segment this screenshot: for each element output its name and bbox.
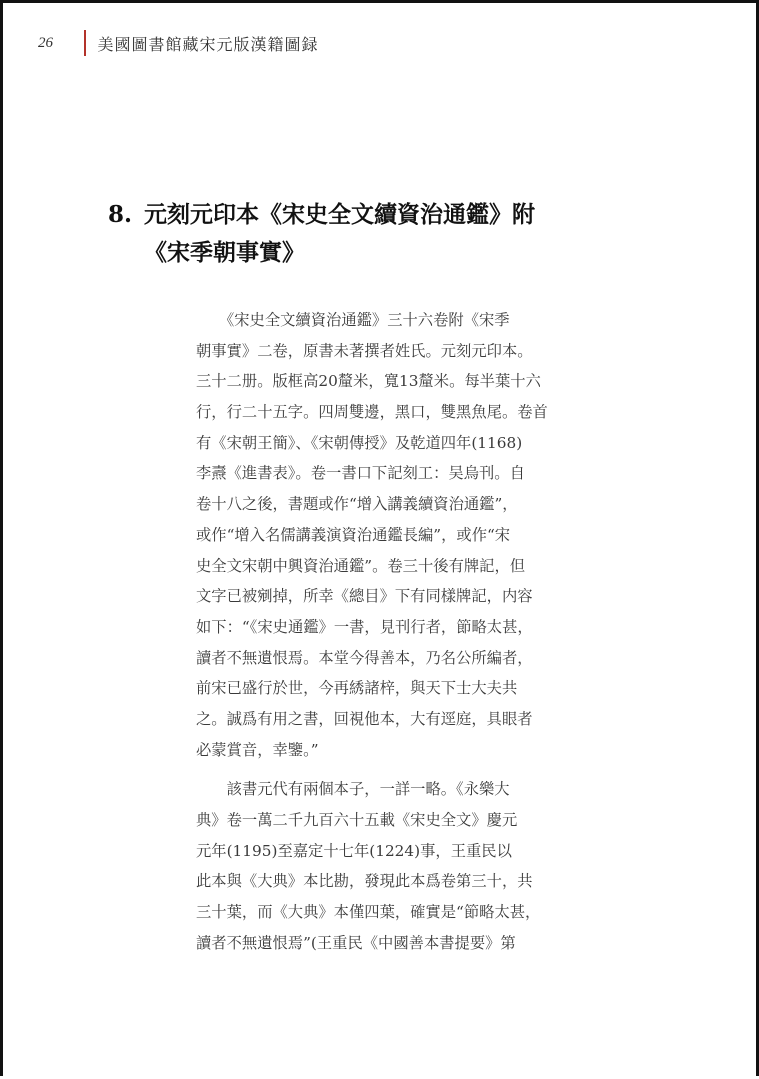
text-line: 朝事實》二卷，原書未著撰者姓氏。元刻元印本。 — [196, 341, 533, 360]
section-heading — [108, 196, 608, 272]
section-title-line1: 元刻元印本《宋史全文續資治通鑑》附 — [144, 201, 535, 228]
text-line: 此本與《大典》本比勘，發現此本爲卷第三十，共 — [196, 872, 533, 891]
text-line: 三十二册。版框高20釐米，寬13釐米。每半葉十六 — [196, 372, 541, 391]
text-line: 史全文宋朝中興資治通鑑”。卷三十後有牌記，但 — [196, 556, 526, 575]
body-text — [196, 305, 556, 958]
text-line: 必蒙賞音，幸鑒。” — [196, 740, 319, 759]
text-line: 有《宋朝王簡》、《宋朝傳授》及乾道四年(1168) — [196, 433, 523, 452]
text-line: 之。誠爲有用之書，回視他本，大有逕庭，具眼者 — [196, 709, 533, 728]
section-number: 8. — [108, 201, 133, 228]
paragraph-1 — [196, 305, 556, 765]
text-line: 三十葉，而《大典》本僅四葉，確實是“節略太甚， — [196, 903, 541, 922]
section-title-line2: 《宋季朝事實》 — [144, 239, 305, 266]
text-line: 讀者不無遺恨焉。本堂今得善本，乃名公所編者， — [196, 648, 533, 667]
heading-line-1 — [108, 196, 608, 234]
paragraph-2 — [196, 774, 556, 958]
heading-line-2 — [108, 234, 608, 272]
book-title: 美國圖書館藏宋元版漢籍圖録 — [97, 34, 319, 54]
page-number: 26 — [38, 34, 53, 51]
text-line: 行，行二十五字。四周雙邊，黑口，雙黑魚尾。卷首 — [196, 403, 548, 422]
paragraph-gap — [196, 765, 556, 774]
text-line: 《宋史全文續資治通鑑》三十六卷附《宋季 — [196, 311, 510, 329]
text-line: 元年(1195)至嘉定十七年(1224)事，王重民以 — [196, 841, 512, 860]
text-line: 卷十八之後，書題或作“增入講義續資治通鑑”， — [196, 495, 518, 514]
text-line: 前宋已盛行於世，今再綉諸梓，與天下士大夫共 — [196, 679, 518, 698]
text-line: 李燾《進書表》。卷一書口下記刻工：吴烏刊。自 — [196, 464, 525, 483]
text-line: 如下：“《宋史通鑑》一書，見刊行者，節略太甚， — [196, 617, 533, 636]
text-line: 讀者不無遺恨焉”(王重民《中國善本書提要》第 — [196, 933, 516, 952]
text-line: 該書元代有兩個本子，一詳一略。《永樂大 — [196, 780, 510, 799]
text-line: 典》卷一萬二千九百六十五載《宋史全文》慶元 — [196, 811, 518, 829]
text-line: 或作“增入名儒講義演資治通鑑長編”，或作“宋 — [196, 525, 511, 544]
text-line: 文字已被剜掉，所幸《總目》下有同樣牌記，内容 — [196, 587, 533, 606]
header-divider — [84, 30, 86, 56]
running-head — [38, 30, 319, 56]
